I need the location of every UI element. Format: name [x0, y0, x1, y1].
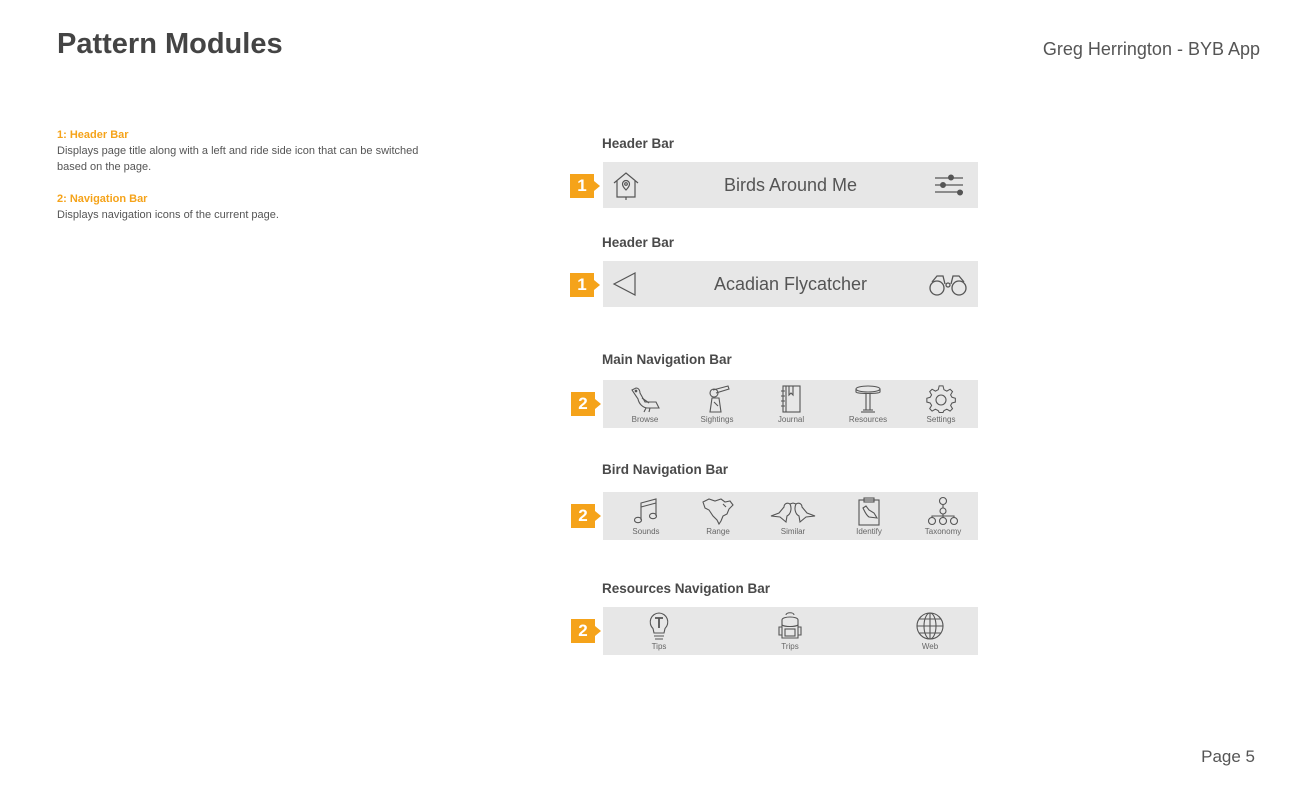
nav-label: Range	[706, 527, 730, 536]
nav-label: Settings	[926, 415, 956, 424]
gear-icon	[924, 384, 958, 414]
callout-marker: 2	[571, 392, 595, 416]
two-birds-icon	[768, 496, 818, 526]
nav-label: Tips	[651, 642, 667, 651]
callout-marker: 2	[571, 619, 595, 643]
nav-item-taxonomy[interactable]	[908, 496, 978, 536]
nav-item-resources[interactable]	[833, 384, 903, 424]
section-label: Main Navigation Bar	[602, 352, 732, 367]
author-label: Greg Herrington - BYB App	[1042, 39, 1260, 59]
nav-item-browse[interactable]	[610, 384, 680, 424]
callout-marker: 1	[570, 174, 594, 198]
bird-icon	[628, 384, 662, 414]
nav-label: Web	[921, 642, 939, 651]
nav-label: Sightings	[700, 415, 734, 424]
header-title: Acadian Flycatcher	[713, 274, 868, 294]
nav-label: Journal	[777, 415, 805, 424]
legend-title: 2: Navigation Bar	[57, 193, 148, 205]
nav-label: Resources	[848, 415, 888, 424]
globe-icon	[913, 611, 947, 641]
birdhouse-location-icon[interactable]	[610, 169, 642, 201]
legend-title: 1: Header Bar	[57, 129, 129, 141]
nav-label: Identify	[856, 527, 882, 536]
north-america-map-icon	[701, 496, 735, 526]
nav-item-range[interactable]	[683, 496, 753, 536]
nav-item-web[interactable]	[895, 611, 965, 651]
binoculars-icon[interactable]	[927, 268, 969, 300]
resources-navigation-bar	[603, 607, 978, 655]
nav-item-sounds[interactable]	[611, 496, 681, 536]
main-navigation-bar	[603, 380, 978, 428]
bird-navigation-bar	[603, 492, 978, 540]
callout-marker: 2	[571, 504, 595, 528]
legend-item-header-bar	[57, 127, 437, 175]
nav-label: Trips	[781, 642, 799, 651]
nav-item-trips[interactable]	[755, 611, 825, 651]
header-title: Birds Around Me	[723, 175, 858, 195]
section-label: Resources Navigation Bar	[602, 581, 771, 596]
music-note-icon	[629, 496, 663, 526]
header-bar-birds-around-me	[603, 162, 978, 208]
section-label: Bird Navigation Bar	[602, 462, 729, 477]
nav-item-identify[interactable]	[834, 496, 904, 536]
section-label: Header Bar	[602, 136, 675, 151]
nav-label: Similar	[780, 527, 806, 536]
birder-telescope-icon	[700, 384, 734, 414]
clipboard-bird-icon	[852, 496, 886, 526]
callout-marker: 1	[570, 273, 594, 297]
birdbath-icon	[851, 384, 885, 414]
nav-item-tips[interactable]	[624, 611, 694, 651]
nav-label: Browse	[631, 415, 659, 424]
nav-item-journal[interactable]	[756, 384, 826, 424]
legend-description: Displays page title along with a left and ride side icon that can be switched based on the page.	[57, 145, 419, 173]
journal-icon	[774, 384, 808, 414]
nav-label: Sounds	[632, 527, 660, 536]
legend-description: Displays navigation icons of the current page.	[57, 209, 279, 221]
hierarchy-tree-icon	[926, 496, 960, 526]
header-bar-acadian-flycatcher	[603, 261, 978, 307]
page-number: Page 5	[1201, 747, 1255, 766]
page-title: Pattern Modules	[57, 28, 283, 60]
nav-item-similar[interactable]	[758, 496, 828, 536]
sliders-filter-icon[interactable]	[933, 169, 965, 201]
nav-item-sightings[interactable]	[682, 384, 752, 424]
backpack-icon	[773, 611, 807, 641]
section-label: Header Bar	[602, 235, 675, 250]
back-triangle-icon[interactable]	[610, 268, 642, 300]
nav-label: Taxonomy	[924, 527, 962, 536]
lightbulb-icon	[642, 611, 676, 641]
nav-item-settings[interactable]	[906, 384, 976, 424]
legend-item-navigation-bar	[57, 191, 437, 223]
